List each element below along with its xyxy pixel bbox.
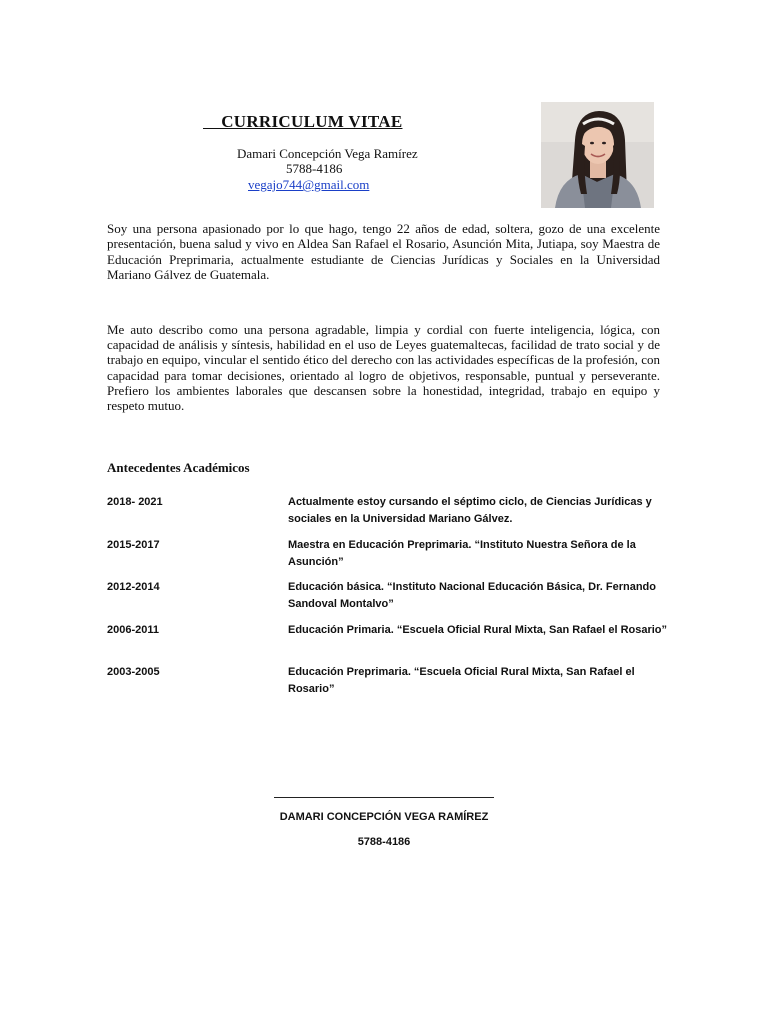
self-description-paragraph: Me auto describo como una persona agradable, limpia y cordial con fuerte inteligencia, lógica, con capacidad de análisis y síntesis, habilidad en el uso de Leyes guatemaltecas, facilidad de trato social y de trabajo en equipo, vincular el sentido ético del derecho con las actividades específicas de la profesión, con capacidad para tomar decisiones, orientado al logro de objetivos, responsable, puntual y perseverante. Prefiero los ambientes laborales que descansen sobre la honestidad, integridad, trabajo en equipo y respeto mutuo.	[107, 322, 660, 414]
signature-name: DAMARI CONCEPCIÓN VEGA RAMÍREZ	[279, 811, 489, 823]
applicant-phone: 5788-4186	[286, 161, 343, 176]
education-description: Educación Preprimaria. “Escuela Oficial Rural Mixta, San Rafael el Rosario”	[288, 666, 635, 695]
profile-photo	[541, 102, 654, 208]
education-years: 2015-2017	[107, 539, 160, 551]
profile-paragraph: Soy una persona apasionado por lo que hago, tengo 22 años de edad, soltera, gozo de una excelente presentación, buena salud y vivo en Aldea San Rafael el Rosario, Asunción Mita, Jutiapa, soy Maestra de Educación Preprimaria, actualmente estudiante de Ciencias Jurídicas y Sociales en la Universidad Mariano Gálvez de Guatemala.	[107, 221, 660, 283]
applicant-name: Damari Concepción Vega Ramírez	[237, 146, 418, 161]
document-title: CURRICULUM VITAE	[203, 112, 403, 131]
applicant-email-link[interactable]: vegajo744@gmail.com	[248, 177, 370, 192]
education-description: Maestra en Educación Preprimaria. “Instituto Nuestra Señora de la Asunción”	[288, 539, 636, 568]
signature-phone: 5788-4186	[357, 836, 411, 848]
signature-line	[274, 797, 494, 798]
education-heading: Antecedentes Académicos	[107, 460, 250, 475]
education-years: 2003-2005	[107, 666, 160, 678]
education-years: 2018- 2021	[107, 496, 163, 508]
profile-photo-image	[541, 102, 654, 208]
education-description: Educación Primaria. “Escuela Oficial Rural Mixta, San Rafael el Rosario”	[288, 624, 668, 636]
education-years: 2006-2011	[107, 624, 159, 636]
education-years: 2012-2014	[107, 581, 160, 593]
education-description: Actualmente estoy cursando el séptimo ciclo, de Ciencias Jurídicas y sociales en la Universidad Mariano Gálvez.	[288, 496, 652, 525]
education-description: Educación básica. “Instituto Nacional Educación Básica, Dr. Fernando Sandoval Montalvo”	[288, 581, 656, 610]
